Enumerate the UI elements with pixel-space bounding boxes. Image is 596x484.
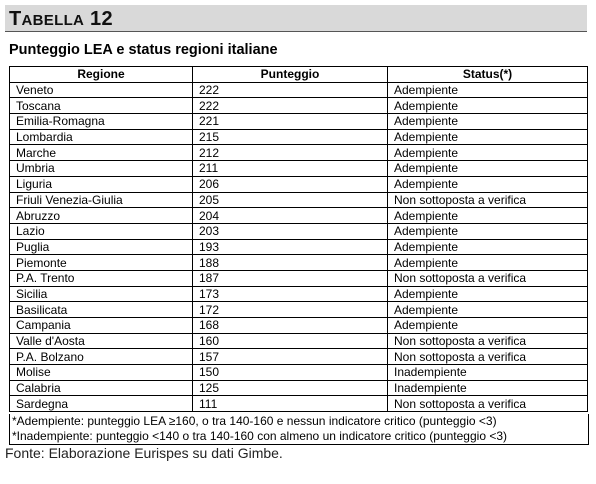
cell-status: Adempiente [388, 223, 588, 239]
cell-status: Adempiente [388, 82, 588, 98]
cell-punteggio: 212 [193, 145, 388, 161]
cell-status: Non sottoposta a verifica [388, 396, 588, 412]
cell-punteggio: 221 [193, 114, 388, 130]
cell-status: Inadempiente [388, 365, 588, 381]
table-row [10, 270, 588, 286]
cell-regione: Sardegna [10, 396, 193, 412]
table-row [10, 145, 588, 161]
cell-punteggio: 157 [193, 349, 388, 365]
note-inadempiente: *Inadempiente: punteggio <140 o tra 140-160 con almeno un indicatore critico (punteggio <3) [12, 429, 508, 443]
cell-status: Adempiente [388, 161, 588, 177]
cell-status: Adempiente [388, 208, 588, 224]
cell-status: Adempiente [388, 98, 588, 114]
cell-regione: Emilia-Romagna [10, 114, 193, 130]
table-row [10, 82, 588, 98]
table-row [10, 333, 588, 349]
cell-regione: Basilicata [10, 302, 193, 318]
cell-regione: Valle d'Aosta [10, 333, 193, 349]
table-row [10, 365, 588, 381]
cell-punteggio: 172 [193, 302, 388, 318]
cell-punteggio: 187 [193, 270, 388, 286]
cell-punteggio: 111 [193, 396, 388, 412]
cell-regione: Piemonte [10, 255, 193, 271]
table-row [10, 98, 588, 114]
cell-status: Non sottoposta a verifica [388, 192, 588, 208]
note-adempiente: *Adempiente: punteggio LEA ≥160, o tra 140-160 e nessun indicatore critico (punteggio <3) [12, 414, 497, 428]
header-punteggio: Punteggio [193, 67, 388, 83]
cell-punteggio: 215 [193, 129, 388, 145]
cell-regione: Molise [10, 365, 193, 381]
table-row [10, 302, 588, 318]
table-row [10, 161, 588, 177]
table-title-banner [5, 5, 587, 32]
cell-punteggio: 206 [193, 176, 388, 192]
cell-status: Non sottoposta a verifica [388, 349, 588, 365]
source-note: Fonte: Elaborazione Eurispes su dati Gimbe. [5, 445, 283, 461]
cell-regione: Campania [10, 318, 193, 334]
cell-status: Adempiente [388, 302, 588, 318]
cell-status: Adempiente [388, 318, 588, 334]
cell-punteggio: 203 [193, 223, 388, 239]
cell-punteggio: 125 [193, 380, 388, 396]
cell-regione: Lombardia [10, 129, 193, 145]
cell-regione: Toscana [10, 98, 193, 114]
table-row [10, 286, 588, 302]
table-row [10, 192, 588, 208]
table-row [10, 396, 588, 412]
cell-punteggio: 150 [193, 365, 388, 381]
header-status: Status(*) [388, 67, 588, 83]
table-header-row [10, 67, 588, 83]
cell-status: Adempiente [388, 114, 588, 130]
table-row [10, 176, 588, 192]
cell-regione: Calabria [10, 380, 193, 396]
lea-score-table [9, 66, 588, 412]
cell-punteggio: 222 [193, 98, 388, 114]
cell-regione: Friuli Venezia-Giulia [10, 192, 193, 208]
title-rest: ABELLA [21, 12, 85, 29]
cell-regione: Umbria [10, 161, 193, 177]
cell-punteggio: 160 [193, 333, 388, 349]
cell-status: Adempiente [388, 255, 588, 271]
cell-punteggio: 168 [193, 318, 388, 334]
header-regione: Regione [10, 67, 193, 83]
cell-punteggio: 211 [193, 161, 388, 177]
cell-status: Adempiente [388, 176, 588, 192]
table-row [10, 208, 588, 224]
table-row [10, 380, 588, 396]
table-row [10, 223, 588, 239]
cell-regione: Veneto [10, 82, 193, 98]
table-row [10, 129, 588, 145]
cell-status: Adempiente [388, 145, 588, 161]
cell-regione: Lazio [10, 223, 193, 239]
cell-regione: Liguria [10, 176, 193, 192]
table-row [10, 255, 588, 271]
table-row [10, 239, 588, 255]
cell-punteggio: 204 [193, 208, 388, 224]
cell-punteggio: 222 [193, 82, 388, 98]
cell-status: Non sottoposta a verifica [388, 270, 588, 286]
cell-regione: Marche [10, 145, 193, 161]
table-number-title [9, 8, 113, 32]
cell-regione: P.A. Trento [10, 270, 193, 286]
cell-punteggio: 193 [193, 239, 388, 255]
cell-status: Inadempiente [388, 380, 588, 396]
cell-status: Adempiente [388, 286, 588, 302]
cell-punteggio: 188 [193, 255, 388, 271]
table-subtitle: Punteggio LEA e status regioni italiane [9, 42, 278, 58]
cell-regione: Puglia [10, 239, 193, 255]
cell-regione: P.A. Bolzano [10, 349, 193, 365]
title-number: 12 [84, 8, 113, 30]
cell-punteggio: 205 [193, 192, 388, 208]
cell-regione: Abruzzo [10, 208, 193, 224]
table-notes [9, 414, 589, 445]
table-row [10, 318, 588, 334]
title-initial: T [9, 8, 22, 30]
cell-regione: Sicilia [10, 286, 193, 302]
table-row [10, 114, 588, 130]
cell-punteggio: 173 [193, 286, 388, 302]
table-row [10, 349, 588, 365]
cell-status: Adempiente [388, 129, 588, 145]
cell-status: Non sottoposta a verifica [388, 333, 588, 349]
cell-status: Adempiente [388, 239, 588, 255]
